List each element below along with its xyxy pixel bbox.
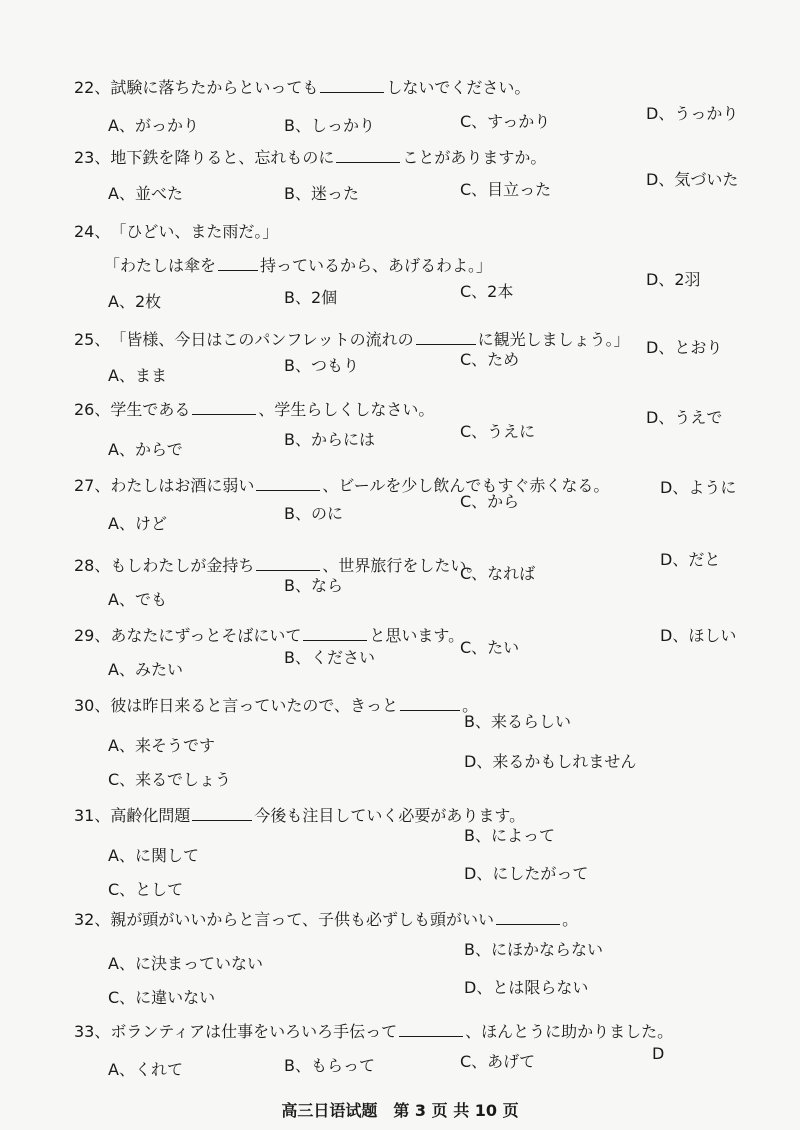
answer-blank [218,256,258,271]
question-stem: 28、もしわたしが金持ち 、世界旅行をしたい。 [74,556,483,575]
option-d: D、ほしい [660,626,737,645]
question-stem: 30、彼は昨日来ると言っていたので、きっと 。 [74,696,479,715]
option-a: A、並べた [108,184,183,203]
answer-blank [256,556,320,571]
option-c: C、たい [460,638,520,657]
question-stem: 23、地下鉄を降りると、忘れものに ことがありますか。 [74,148,547,167]
option-b: B、にほかならない [464,940,603,959]
question-stem: 25、「皆様、今日はこのパンフレットの流れの に観光しましょう。」 [74,330,630,349]
option-a: A、くれて [108,1060,183,1079]
answer-blank [400,696,460,711]
option-d: D、来るかもしれません [464,752,637,771]
question-stem: 27、わたしはお酒に弱い 、ビールを少し飲んでもすぐ赤くなる。 [74,476,610,495]
option-a: A、2枚 [108,292,162,311]
option-b: B、によって [464,826,555,845]
option-c: C、目立った [460,180,552,199]
option-d: D、とは限らない [464,978,589,997]
option-b: B、2個 [284,288,338,307]
option-a: A、に決まっていない [108,954,263,973]
question-stem: 29、あなたにずっとそばにいて と思います。 [74,626,465,645]
answer-blank [416,330,476,345]
option-a: A、来そうです [108,736,215,755]
option-b: B、のに [284,504,343,523]
question-stem-line2: 「わたしは傘を 持っているから、あげるわよ。」 [104,256,493,275]
option-c: C、に違いない [108,988,216,1007]
option-d: D、とおり [646,338,723,357]
option-d: D、うっかり [646,104,739,123]
option-b: B、迷った [284,184,359,203]
option-a: A、まま [108,366,167,385]
option-b: B、なら [284,576,343,595]
option-c: C、すっかり [460,112,551,131]
option-c: C、ため [460,350,520,369]
option-b: B、来るらしい [464,712,571,731]
option-c: C、うえに [460,422,536,441]
option-b: B、もらって [284,1056,375,1075]
option-d: D、だと [660,550,721,569]
option-c: C、なれば [460,564,536,583]
answer-blank [320,78,384,93]
option-b: B、つもり [284,356,359,375]
option-c: C、あげて [460,1052,536,1071]
option-d: D、2羽 [646,270,701,289]
option-a: A、でも [108,590,167,609]
option-c: C、として [108,880,184,899]
question-stem: 32、親が頭がいいからと言って、子供も必ずしも頭がいい 。 [74,910,579,929]
option-c: C、来るでしょう [108,770,232,789]
option-b: B、ください [284,648,375,667]
option-a: A、からで [108,440,183,459]
answer-blank [303,626,367,641]
question-stem: 31、高齢化問題 今後も注目していく必要があります。 [74,806,526,825]
answer-blank [399,1022,463,1037]
option-c: C、2本 [460,282,514,301]
option-d: D [652,1044,665,1063]
answer-blank [192,806,252,821]
option-a: A、みたい [108,660,183,679]
question-stem: 33、ボランティアは仕事をいろいろ手伝って 、ほんとうに助かりました。 [74,1022,674,1041]
option-c: C、から [460,492,520,511]
option-a: A、がっかり [108,116,199,135]
option-d: D、うえで [646,408,723,427]
answer-blank [256,476,320,491]
answer-blank [496,910,560,925]
option-d: D、気づいた [646,170,739,189]
answer-blank [336,148,400,163]
option-d: D、ように [660,478,737,497]
option-d: D、にしたがって [464,864,589,883]
option-a: A、けど [108,514,167,533]
question-stem: 26、学生である 、学生らしくしなさい。 [74,400,435,419]
page-footer: 高三日语试题 第 3 页 共 10 页 [281,1101,519,1120]
option-b: B、からには [284,430,375,449]
option-b: B、しっかり [284,116,375,135]
option-a: A、に関して [108,846,199,865]
question-stem: 24、「ひどい、また雨だ。」 [74,222,279,241]
answer-blank [192,400,256,415]
question-stem: 22、試験に落ちたからといっても しないでください。 [74,78,531,97]
